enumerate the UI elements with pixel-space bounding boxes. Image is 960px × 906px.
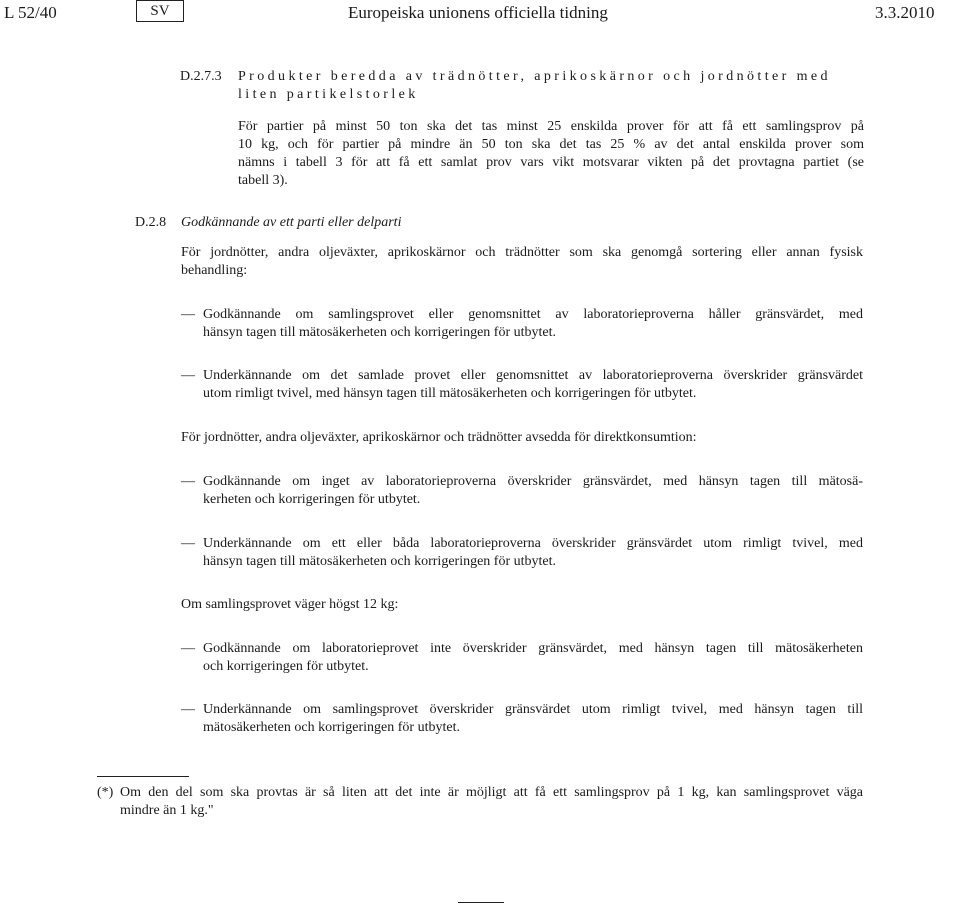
intro-sorting-line1: För jordnötter, andra oljeväxter, aprikoskärnor och trädnötter som ska genomgå sortering eller annan fysisk: [181, 245, 863, 260]
list-item: [203, 640, 863, 676]
list-item-line1: Godkännande om samlingsprovet eller genomsnittet av laboratorieproverna håller gränsvärdet, med: [203, 307, 863, 322]
list-item-line1: Godkännande om inget av laboratorieproverna överskrider gränsvärdet, med hänsyn tagen till mätosä-: [203, 474, 863, 489]
d273-paragraph-line1: För partier på minst 50 ton ska det tas minst 25 enskilda prover för att få ett samlingsprov på: [238, 119, 864, 134]
footnote-text: [120, 784, 863, 820]
list-item-line1: Underkännande om samlingsprovet överskrider gränsvärdet utom rimligt tvivel, med hänsyn tagen till: [203, 702, 863, 717]
section-title-d273-line2: liten partikelstorlek: [238, 87, 419, 102]
d273-paragraph-line3: nämns i tabell 3 för att få ett samlat prov vars vikt motsvarar vikten på det provtagna partiet (se: [238, 155, 864, 170]
dash-bullet: —: [181, 641, 195, 656]
list-item-line2: utom rimligt tvivel, med hänsyn tagen till mätosäkerheten och korrigeringen för utbytet.: [203, 386, 697, 401]
page-reference: L 52/40: [4, 3, 57, 22]
d273-paragraph: [238, 118, 864, 190]
footnote-line2: mindre än 1 kg.": [120, 803, 214, 818]
list-item-line1: Underkännande om ett eller båda laboratorieproverna överskrider gränsvärdet utom rimligt tvivel, med: [203, 536, 863, 551]
intro-sorting-line2: behandling:: [181, 263, 248, 278]
list-item-line2: kerheten och korrigeringen för utbytet.: [203, 492, 421, 507]
section-title-d273-line1: Produkter beredda av trädnötter, aprikoskärnor och jordnötter med: [238, 69, 831, 84]
publication-date: 3.3.2010: [875, 3, 935, 22]
list-item-line2: mätosäkerheten och korrigeringen för utbytet.: [203, 720, 460, 735]
intro-sorting: [181, 244, 863, 280]
footnote-marker: (*): [97, 785, 114, 800]
dash-bullet: —: [181, 702, 195, 717]
list-item-line1: Godkännande om laboratorieprovet inte överskrider gränsvärdet, med hänsyn tagen till mätosäkerheten: [203, 641, 863, 656]
list-item-line1: Underkännande om det samlade provet eller genomsnittet av laboratorieproverna överskrider gränsvärdet: [203, 368, 863, 383]
d273-paragraph-line2: 10 kg, och för partier på mindre än 50 ton ska det tas 25 % av det antal enskilda prover som: [238, 137, 864, 152]
list-item-line2: hänsyn tagen till mätosäkerheten och korrigeringen för utbytet.: [203, 554, 557, 569]
section-title-d28: Godkännande av ett parti eller delparti: [181, 215, 402, 230]
intro-direct-consumption: För jordnötter, andra oljeväxter, aprikoskärnor och trädnötter avsedda för direktkonsumtion:: [181, 430, 697, 445]
dash-bullet: —: [181, 474, 195, 489]
journal-title: Europeiska unionens officiella tidning: [348, 3, 608, 22]
list-item-line2: och korrigeringen för utbytet.: [203, 659, 369, 674]
list-item: [203, 535, 863, 571]
intro-small-sample: Om samlingsprovet väger högst 12 kg:: [181, 597, 399, 612]
language-badge: SV: [136, 0, 184, 22]
d273-paragraph-line4: tabell 3).: [238, 173, 288, 188]
footnote-line1: Om den del som ska provtas är så liten att det inte är möjligt att få ett samlingsprov på 1 kg, kan samlingsprovet väga: [120, 785, 863, 800]
list-item: [203, 473, 863, 509]
list-item: [203, 367, 863, 403]
dash-bullet: —: [181, 368, 195, 383]
section-number-d28: D.2.8: [135, 215, 167, 230]
dash-bullet: —: [181, 536, 195, 551]
list-item: [203, 306, 863, 342]
dash-bullet: —: [181, 307, 195, 322]
footnote-separator: [97, 776, 189, 777]
list-item-line2: hänsyn tagen till mätosäkerheten och korrigeringen för utbytet.: [203, 325, 557, 340]
list-item: [203, 701, 863, 737]
end-rule: [458, 902, 504, 903]
section-number-d273: D.2.7.3: [180, 69, 222, 84]
